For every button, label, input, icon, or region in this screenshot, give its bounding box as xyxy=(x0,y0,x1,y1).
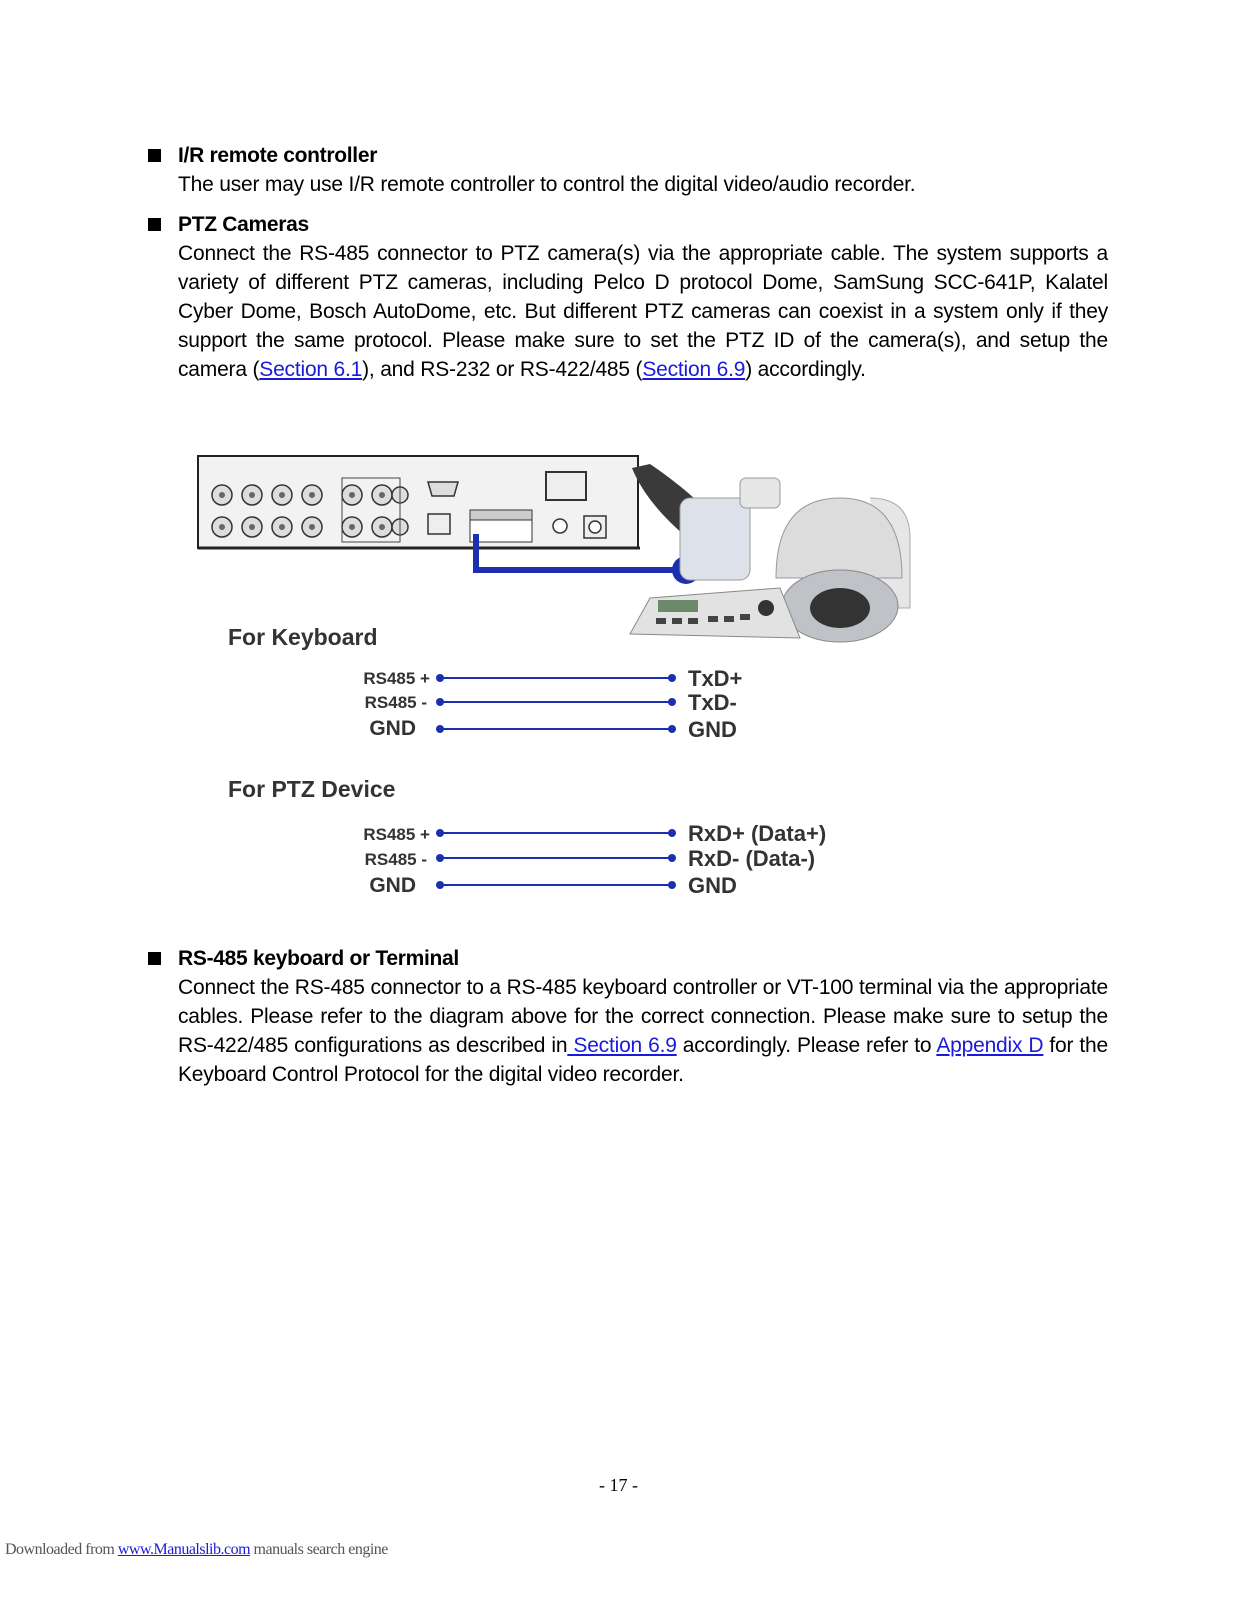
diagram-svg xyxy=(180,438,940,920)
bullet-icon xyxy=(148,149,161,162)
wire-right-label: TxD+ xyxy=(688,666,743,691)
wire-right-label: GND xyxy=(688,717,737,742)
wire-left-label: RS485 + xyxy=(363,825,430,844)
body-text: ) accordingly. xyxy=(745,358,866,381)
footer-prefix: Downloaded from xyxy=(5,1541,118,1558)
section-6-9-link[interactable]: Section 6.9 xyxy=(642,358,746,381)
page-number: - 17 - xyxy=(599,1475,638,1495)
section-body xyxy=(178,239,1108,384)
heading-text: RS-485 keyboard or Terminal xyxy=(178,947,459,970)
keyboard-title: For Keyboard xyxy=(228,624,378,650)
section-heading xyxy=(148,945,1108,973)
wire-left-label: RS485 - xyxy=(364,693,427,712)
connection-diagram xyxy=(180,438,940,920)
keyboard-wiring xyxy=(363,666,742,742)
wire-right-label: TxD- xyxy=(688,690,737,715)
bullet-icon xyxy=(148,952,161,965)
section-body xyxy=(178,973,1108,1089)
keyboard-controller-illustration xyxy=(630,588,800,638)
section-6-1-link[interactable]: Section 6.1 xyxy=(259,358,363,381)
footer-suffix: manuals search engine xyxy=(250,1541,388,1558)
wire-left-label: GND xyxy=(369,874,416,897)
download-footer xyxy=(5,1541,388,1559)
body-text: Connect the RS-485 connector to PTZ camera(s) via the appropriate cable. The system supports a variety of different PTZ cameras, including Pelco D protocol Dome, SamSung SCC-641P, Kalatel Cyber Dome, Bosch AutoDome, etc. But different PTZ cameras can coexist in a system only if they support the same protocol. Please make sure to set the PTZ ID of the camera(s), and setup the camera ( xyxy=(178,242,1108,381)
dvr-rear-panel-illustration xyxy=(198,456,640,548)
section-rs485-keyboard xyxy=(148,945,1108,1089)
dome-camera-illustration xyxy=(776,498,910,642)
wire-left-label: RS485 - xyxy=(364,850,427,869)
wire-right-label: RxD- (Data-) xyxy=(688,846,816,871)
bullet-icon xyxy=(148,218,161,231)
wire-left-label: GND xyxy=(369,717,416,740)
section-6-9-link[interactable]: Section 6.9 xyxy=(567,1034,677,1057)
manualslib-link[interactable]: www.Manualslib.com xyxy=(117,1541,251,1558)
section-body: The user may use I/R remote controller to control the digital video/audio recorder. xyxy=(178,173,916,196)
ptz-device-title: For PTZ Device xyxy=(228,776,396,802)
body-text: Connect the RS-485 connector to a RS-485 keyboard controller or VT-100 terminal via the appropriate cables. Please refer to the diagram above for the correct connection. Please make sure to setup the RS-422/485 configurations as described in xyxy=(178,976,1108,1057)
ptz-camera-illustration xyxy=(632,464,780,580)
section-heading xyxy=(148,142,1108,170)
heading-text: PTZ Cameras xyxy=(178,213,309,236)
wire-right-label: GND xyxy=(688,873,737,898)
section-heading xyxy=(148,211,1108,239)
wire-left-label: RS485 + xyxy=(363,669,430,688)
body-text: ), and RS-232 or RS-422/485 ( xyxy=(362,358,643,381)
body-text: accordingly. Please refer to xyxy=(676,1034,937,1057)
section-ptz-cameras xyxy=(148,211,1108,384)
ptz-wiring xyxy=(363,821,826,898)
section-ir-remote xyxy=(148,142,1108,199)
wire-right-label: RxD+ (Data+) xyxy=(688,821,827,846)
body-text: for the Keyboard Control Protocol for the digital video recorder. xyxy=(178,1034,1108,1086)
heading-text: I/R remote controller xyxy=(178,144,378,167)
appendix-d-link[interactable]: Appendix D xyxy=(936,1034,1044,1057)
